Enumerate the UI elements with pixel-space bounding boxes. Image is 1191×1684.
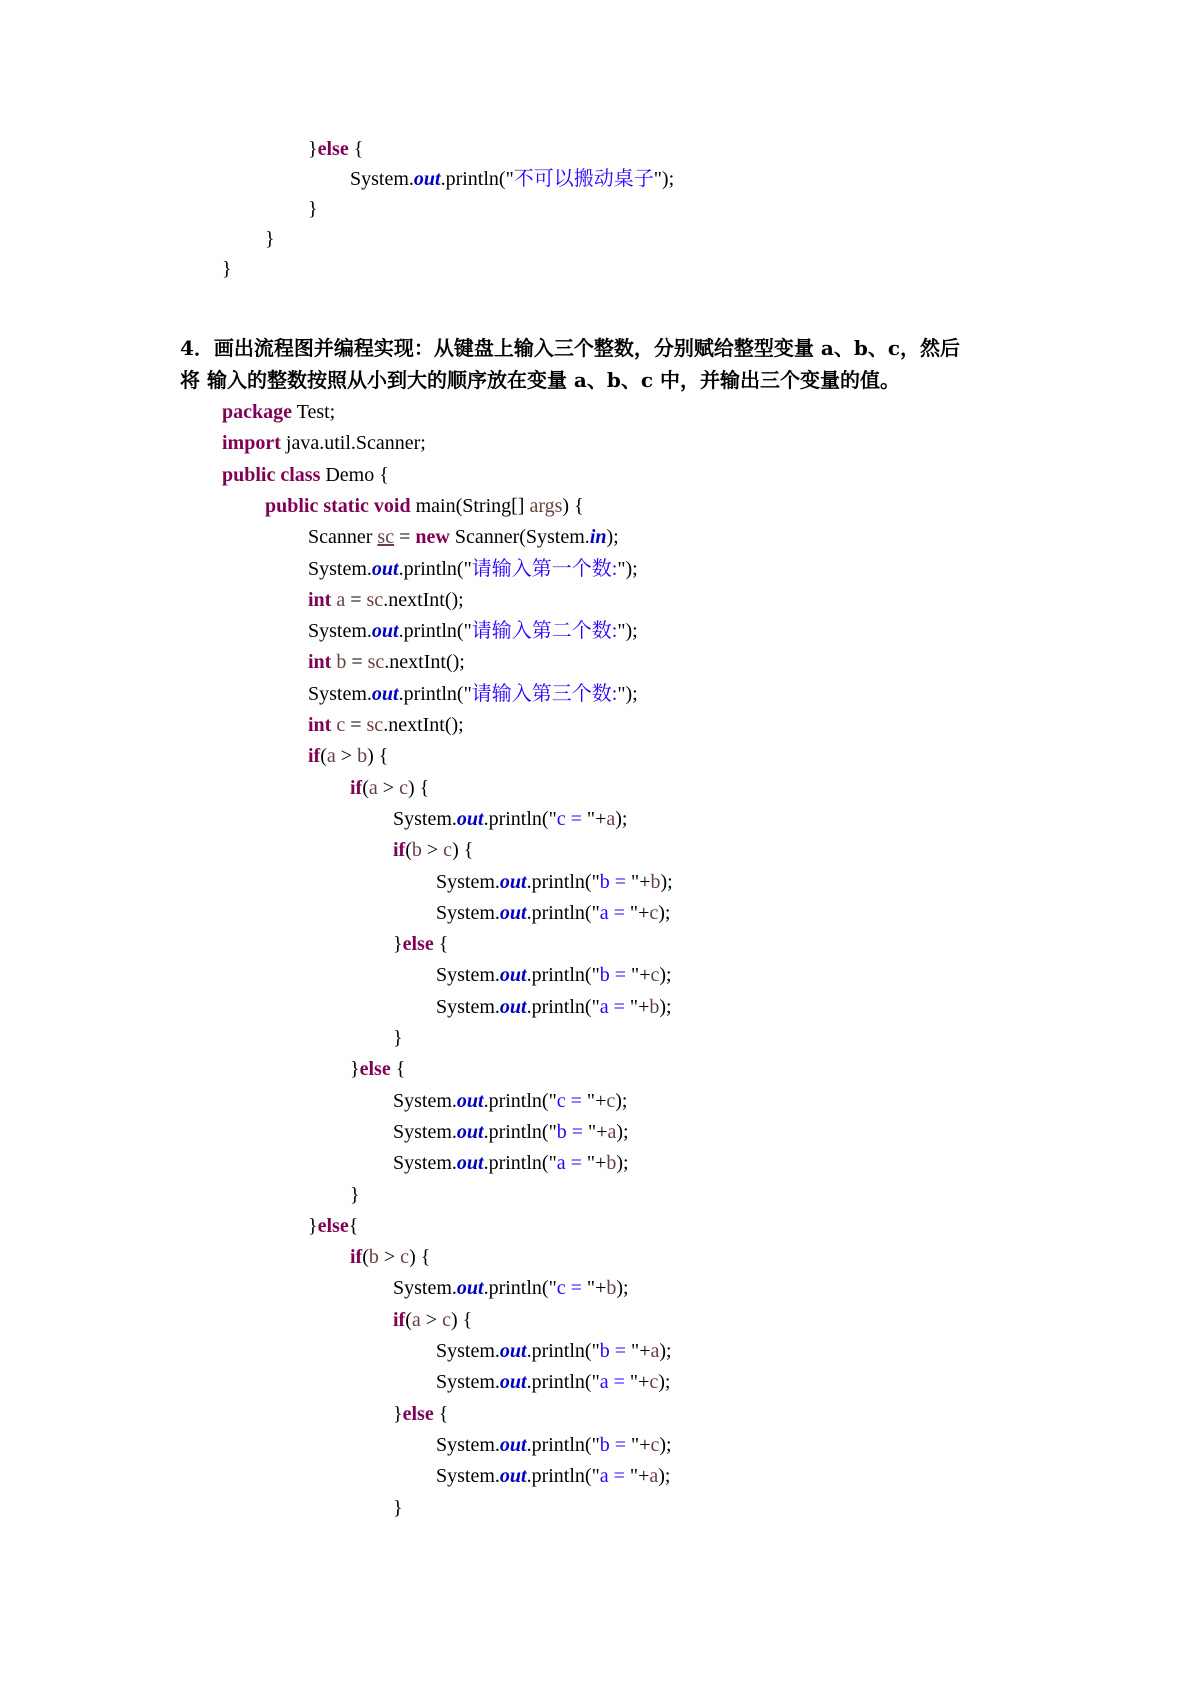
code-token: .println(" <box>526 1465 600 1488</box>
code-token: .nextInt(); <box>383 714 464 736</box>
code-token: 不可以搬动桌子 <box>513 168 654 190</box>
code-token: b = <box>599 964 632 987</box>
code-token: c = <box>556 1089 587 1112</box>
code-token: ) { <box>407 776 430 799</box>
code-token: b <box>368 1246 379 1269</box>
code-token: ); <box>659 1340 672 1362</box>
top-code-line <box>350 164 674 195</box>
code-token: out <box>499 1433 527 1456</box>
code-token: c <box>606 1089 616 1112</box>
code-token: { <box>390 1058 406 1081</box>
code-token: System. <box>436 901 500 924</box>
code-token: else <box>317 138 349 160</box>
main-code-line <box>436 898 670 929</box>
code-token: ); <box>616 1277 629 1300</box>
main-code-line <box>308 585 464 616</box>
main-code-line <box>350 1180 360 1211</box>
code-token: out <box>371 682 399 705</box>
code-token: if <box>350 1246 363 1269</box>
code-token: b <box>357 745 368 768</box>
code-token: .println(" <box>398 620 472 643</box>
code-token: c <box>650 964 660 987</box>
code-token: .println(" <box>440 168 514 190</box>
code-token: c <box>650 1433 660 1456</box>
code-token: a <box>411 1308 421 1331</box>
code-token: if <box>308 745 321 768</box>
code-token: else <box>402 1402 434 1425</box>
code-token: "); <box>617 620 638 643</box>
code-token: "+ <box>586 1277 607 1300</box>
code-token: out <box>499 1371 527 1394</box>
code-token: a = <box>599 1465 630 1488</box>
code-token: } <box>308 138 318 160</box>
code-token: c <box>443 839 453 862</box>
code-token: } <box>393 933 403 956</box>
code-token: Scanner <box>308 526 378 549</box>
main-code-line <box>393 835 473 866</box>
code-token: out <box>499 1340 527 1362</box>
code-token: .println(" <box>526 995 600 1018</box>
code-token: a <box>368 776 378 799</box>
code-token: } <box>308 1214 318 1237</box>
code-token: "+ <box>586 807 607 830</box>
code-token: .println(" <box>526 1340 600 1362</box>
code-token: System. <box>436 1465 500 1488</box>
main-code-line <box>393 1273 629 1304</box>
code-token: import <box>222 432 281 455</box>
code-token: .println(" <box>526 1433 600 1456</box>
code-token: a = <box>556 1152 587 1175</box>
code-token: int <box>308 588 332 611</box>
code-token: System. <box>393 1089 457 1112</box>
code-token: .println(" <box>483 1089 557 1112</box>
code-token: ); <box>658 1371 671 1394</box>
code-token: "+ <box>629 1371 650 1394</box>
code-token: .nextInt(); <box>384 651 465 674</box>
code-token: ); <box>659 1433 672 1456</box>
main-code-line <box>436 992 672 1023</box>
main-code-line <box>308 616 638 647</box>
code-token: } <box>393 1027 403 1049</box>
main-code-line <box>350 1054 405 1085</box>
code-token: ( <box>362 776 369 799</box>
code-token: "+ <box>631 1433 651 1456</box>
main-code-line <box>436 1430 672 1461</box>
code-token: out <box>499 964 527 987</box>
code-token: .println(" <box>483 807 557 830</box>
code-token: System. <box>436 1371 500 1394</box>
code-token: Test; <box>292 401 336 423</box>
code-token: > <box>377 776 400 799</box>
code-token: System. <box>436 995 500 1018</box>
code-token: { <box>348 1214 359 1237</box>
code-token: > <box>420 1308 443 1331</box>
code-token: out <box>413 168 441 190</box>
main-code-line <box>393 1086 627 1117</box>
code-token: } <box>308 198 318 220</box>
code-token: else <box>317 1214 349 1237</box>
code-token: ( <box>405 839 412 862</box>
code-token: 请输入第一个数: <box>471 557 618 580</box>
code-token: ); <box>659 995 672 1018</box>
code-token: b <box>649 995 660 1018</box>
code-token: out <box>371 620 399 643</box>
code-token: } <box>350 1058 360 1081</box>
code-token: .println(" <box>526 964 600 987</box>
code-token: System. <box>350 168 414 190</box>
code-token: java.util.Scanner; <box>280 432 426 455</box>
code-token: b = <box>599 1340 632 1362</box>
code-token: System. <box>436 870 500 893</box>
code-token: ); <box>616 1152 629 1175</box>
top-code-line <box>222 254 232 285</box>
code-token: ); <box>616 1120 629 1143</box>
code-token: } <box>350 1183 360 1206</box>
code-token: { <box>433 933 449 956</box>
code-token: int <box>308 651 332 674</box>
main-code-line <box>308 710 464 741</box>
code-token: ); <box>606 526 619 549</box>
code-token: .println(" <box>526 1371 600 1394</box>
code-token: a = <box>599 901 630 924</box>
code-token: "+ <box>631 870 651 893</box>
code-token: .println(" <box>526 901 600 924</box>
question-line-1: 4．画出流程图并编程实现：从键盘上输入三个整数，分别赋给整型变量 a、b、c，然后 <box>180 336 960 360</box>
code-token: ); <box>615 807 628 830</box>
code-token: } <box>222 258 232 280</box>
code-token: out <box>499 901 527 924</box>
code-token: args <box>529 494 563 517</box>
top-code-line <box>265 224 275 255</box>
main-code-line <box>265 491 584 522</box>
code-token: "+ <box>631 1340 651 1362</box>
code-token: sc <box>366 714 384 736</box>
code-token: } <box>393 1496 403 1519</box>
code-token: .println(" <box>483 1277 557 1300</box>
main-code-line <box>308 522 619 553</box>
code-token: out <box>499 1465 527 1488</box>
main-code-line <box>222 428 426 459</box>
main-code-line <box>308 741 388 772</box>
code-token: { <box>348 138 364 160</box>
code-token: a <box>336 588 346 611</box>
main-code-line <box>308 554 638 585</box>
code-token: if <box>393 1308 406 1331</box>
code-token: ( <box>405 1308 412 1331</box>
code-token: out <box>456 807 484 830</box>
code-token: ); <box>658 1465 671 1488</box>
code-token: = <box>394 526 416 549</box>
main-code-line <box>222 460 389 491</box>
code-token: ) { <box>367 745 389 768</box>
main-code-line <box>393 929 448 960</box>
code-token: ); <box>660 870 673 893</box>
code-token: if <box>393 839 406 862</box>
code-token: System. <box>393 1152 457 1175</box>
main-code-line <box>308 1211 358 1242</box>
code-token: > <box>421 839 444 862</box>
code-token: "+ <box>629 995 650 1018</box>
code-token: c = <box>556 1277 587 1300</box>
code-token: } <box>265 228 275 250</box>
code-token: "); <box>617 557 638 580</box>
code-token: c <box>336 714 346 736</box>
main-code-line <box>393 1148 629 1179</box>
main-code-line <box>308 679 638 710</box>
code-token: else <box>359 1058 391 1081</box>
main-code-line <box>393 1305 472 1336</box>
code-token: out <box>499 870 527 893</box>
code-token: ( <box>320 745 327 768</box>
code-token: out <box>456 1089 484 1112</box>
code-token: "+ <box>629 901 650 924</box>
code-token: sc <box>366 588 384 611</box>
main-code-line <box>436 960 672 991</box>
code-token: sc <box>367 651 385 674</box>
code-token: "); <box>653 168 675 190</box>
code-token: out <box>456 1277 484 1300</box>
code-token: int <box>308 714 332 736</box>
code-token: a <box>326 745 336 768</box>
main-code-line <box>393 804 627 835</box>
code-token: if <box>350 776 363 799</box>
code-token: a <box>649 1465 659 1488</box>
code-token: .println(" <box>398 682 472 705</box>
code-token: package <box>222 401 292 423</box>
code-token: ); <box>658 901 671 924</box>
code-token: ) { <box>452 839 474 862</box>
code-token: = <box>345 588 367 611</box>
code-token: } <box>393 1402 403 1425</box>
main-code-line <box>393 1023 403 1054</box>
code-token: .nextInt(); <box>383 588 464 611</box>
code-token: .println(" <box>526 870 600 893</box>
code-token: public static void <box>265 494 411 517</box>
code-token: b <box>606 1152 617 1175</box>
code-token: out <box>456 1152 484 1175</box>
top-code-line <box>308 134 363 165</box>
main-code-line <box>350 773 429 804</box>
main-code-line <box>393 1399 448 1430</box>
code-token: System. <box>308 557 372 580</box>
main-code-line <box>393 1117 629 1148</box>
code-token: = <box>346 651 368 674</box>
code-token: .println(" <box>398 557 472 580</box>
code-token: 请输入第二个数: <box>471 620 618 643</box>
code-token: System. <box>393 1277 457 1300</box>
main-code-line <box>350 1242 430 1273</box>
code-token: ) { <box>450 1308 473 1331</box>
code-token: c <box>649 1371 659 1394</box>
code-token: "+ <box>586 1089 607 1112</box>
code-token: System. <box>436 1433 500 1456</box>
question-line-2: 将 输入的整数按照从小到大的顺序放在变量 a、b、c 中，并输出三个变量的值。 <box>180 368 901 392</box>
code-token: out <box>371 557 399 580</box>
code-token: ) { <box>409 1246 431 1269</box>
code-token: out <box>499 995 527 1018</box>
code-token: b <box>336 651 347 674</box>
code-token: "+ <box>588 1120 608 1143</box>
code-token: System. <box>436 964 500 987</box>
code-token: c <box>399 776 408 799</box>
main-code-line <box>436 867 673 898</box>
code-token: "+ <box>586 1152 607 1175</box>
code-token: { <box>433 1402 449 1425</box>
code-token: c <box>400 1246 410 1269</box>
code-token: "+ <box>631 964 651 987</box>
code-token: System. <box>308 682 372 705</box>
code-token: b = <box>599 870 632 893</box>
main-code-line <box>436 1336 672 1367</box>
code-token: sc <box>377 526 395 549</box>
code-token: "+ <box>629 1465 650 1488</box>
code-token: b = <box>556 1120 589 1143</box>
code-token: b <box>411 839 422 862</box>
code-token: else <box>402 933 434 956</box>
main-code-line <box>308 647 465 678</box>
code-token: 请输入第三个数: <box>471 682 618 705</box>
code-token: main(String[] <box>410 494 530 517</box>
code-token: System. <box>436 1340 500 1362</box>
code-token: in <box>589 526 607 549</box>
code-token: public class <box>222 463 321 486</box>
main-code-line <box>436 1461 670 1492</box>
code-token: b = <box>599 1433 632 1456</box>
top-code-line <box>308 194 318 225</box>
code-token: .println(" <box>483 1120 557 1143</box>
code-token: a = <box>599 1371 630 1394</box>
code-token: Scanner(System. <box>449 526 590 549</box>
code-token: ); <box>659 964 672 987</box>
question-4 <box>180 332 1020 396</box>
code-token: c = <box>556 807 587 830</box>
code-token: b <box>650 870 661 893</box>
main-code-line <box>393 1493 403 1524</box>
code-token: ) { <box>562 494 584 517</box>
code-token: a = <box>599 995 630 1018</box>
code-token: a <box>650 1340 660 1362</box>
code-token: out <box>456 1120 484 1143</box>
code-token: > <box>335 745 358 768</box>
code-token: System. <box>393 1120 457 1143</box>
code-token: b <box>606 1277 617 1300</box>
code-token: = <box>345 714 367 736</box>
code-token: c <box>442 1308 451 1331</box>
code-token: Demo { <box>320 463 389 486</box>
code-token: a <box>606 807 616 830</box>
code-token: c <box>649 901 659 924</box>
code-token: ); <box>615 1089 628 1112</box>
main-code-line <box>436 1367 670 1398</box>
main-code-line <box>222 397 335 428</box>
code-token: .println(" <box>483 1152 557 1175</box>
code-token: System. <box>393 807 457 830</box>
code-token: > <box>378 1246 401 1269</box>
code-token: "); <box>617 682 638 705</box>
code-token: a <box>607 1120 617 1143</box>
code-token: ( <box>362 1246 369 1269</box>
code-token: System. <box>308 620 372 643</box>
code-token: new <box>415 526 450 549</box>
